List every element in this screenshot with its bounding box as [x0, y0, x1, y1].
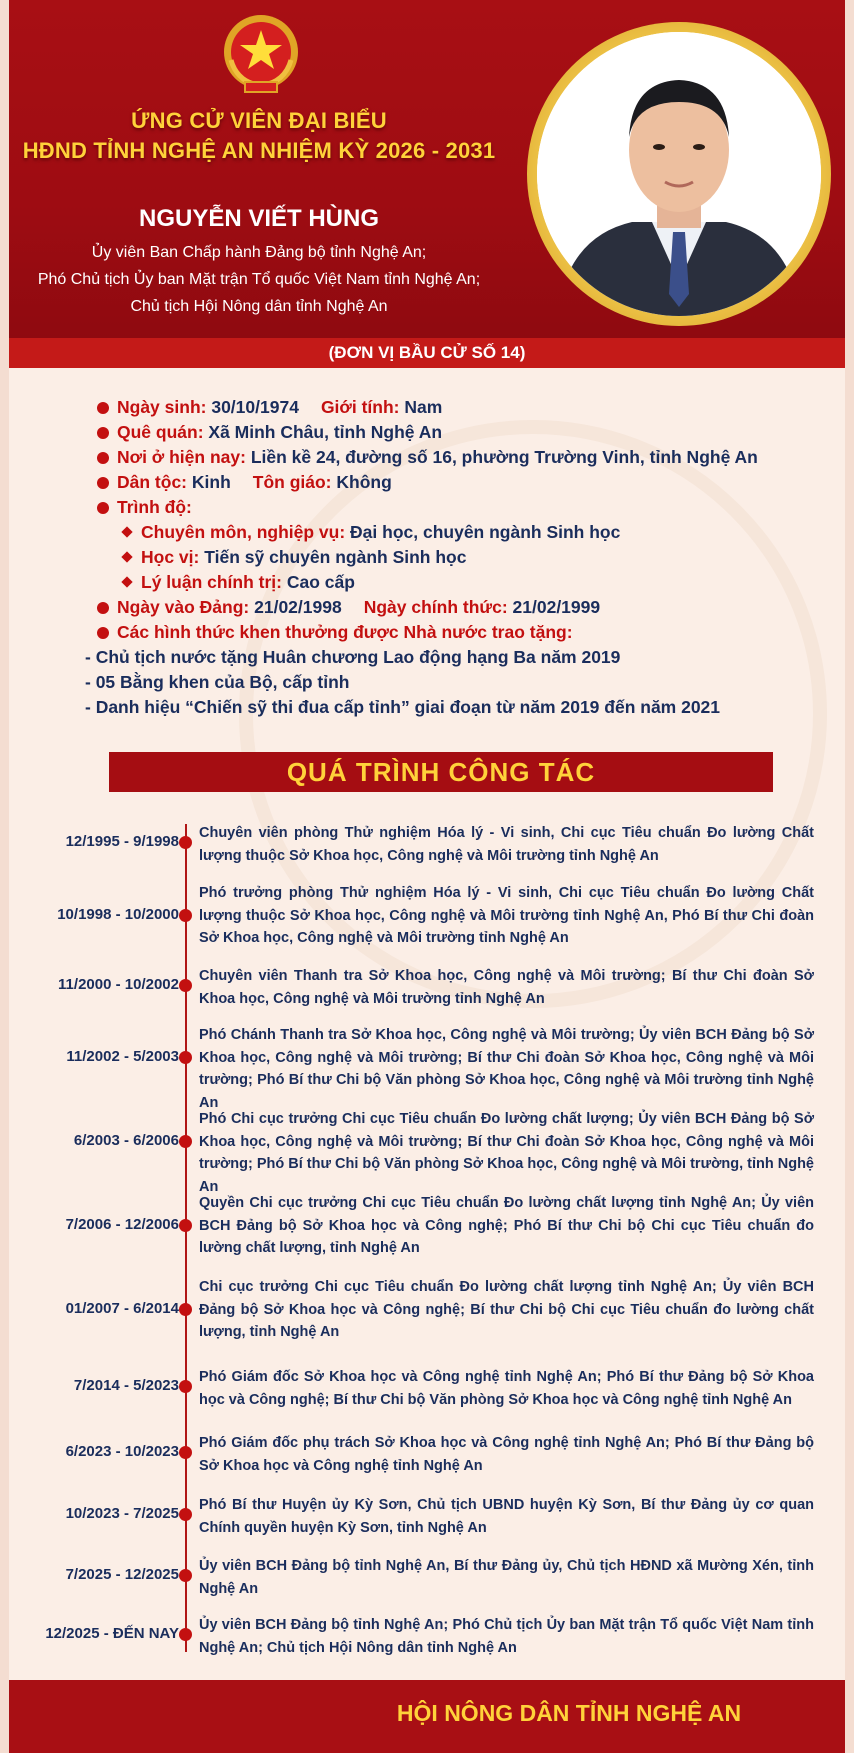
right-edge	[845, 0, 854, 1753]
timeline-line	[185, 824, 187, 1652]
bullet-icon	[97, 402, 109, 414]
timeline-text: Phó Giám đốc Sở Khoa học và Công nghệ tỉnh Nghệ An; Phó Bí thư Đảng bộ Sở Khoa học và Công nghệ; Bí thư Chi bộ Văn phòng Sở Khoa học và Công nghệ tỉnh Nghệ An	[199, 1369, 814, 1408]
timeline-text: Phó Chi cục trưởng Chi cục Tiêu chuẩn Đo lường chất lượng; Ủy viên BCH Đảng bộ Sở Khoa học, Công nghệ và Môi trường; Bí thư Chi đoàn Sở Khoa học, Công nghệ và Môi trường; Phó Bí thư Chi bộ Văn phòng Sở Khoa học, Công nghệ và Môi trường, tỉnh Nghệ An	[199, 1111, 814, 1195]
timeline-text: Ủy viên BCH Đảng bộ tỉnh Nghệ An, Bí thư Đảng ủy, Chủ tịch HĐND xã Mường Xén, tỉnh Nghệ An	[199, 1558, 814, 1597]
left-edge	[0, 0, 9, 1753]
timeline-date: 7/2025 - 12/2025	[65, 1566, 179, 1583]
title-line2: HĐND TỈNH NGHỆ AN NHIỆM KỲ 2026 - 2031	[22, 138, 496, 163]
diamond-bullet-icon	[121, 551, 132, 562]
info-residence-row: Nơi ở hiện nay: Liền kề 24, đường số 16, phường Trường Vinh, tỉnh Nghệ An	[97, 445, 777, 470]
timeline-text: Quyền Chi cục trưởng Chi cục Tiêu chuẩn Đo lường chất lượng tỉnh Nghệ An; Ủy viên BCH Đảng bộ Sở Khoa học và Công nghệ; Phó Bí thư Chi bộ Chi cục Tiêu chuẩn đo lường chất lượng, tỉnh Nghệ An	[199, 1195, 814, 1256]
timeline-dot-icon	[179, 1135, 192, 1148]
timeline-dot-icon	[179, 1569, 192, 1582]
diamond-bullet-icon	[121, 526, 132, 537]
bullet-icon	[97, 602, 109, 614]
position-line2: Phó Chủ tịch Ủy ban Mặt trận Tổ quốc Việt Nam tỉnh Nghệ An;	[37, 271, 481, 288]
bullet-icon	[97, 452, 109, 464]
timeline-date: 10/2023 - 7/2025	[65, 1505, 179, 1522]
timeline-date: 01/2007 - 6/2014	[65, 1300, 179, 1317]
career-section-title: QUÁ TRÌNH CÔNG TÁC	[109, 752, 773, 792]
info-hometown-row: Quê quán: Xã Minh Châu, tỉnh Nghệ An	[97, 420, 777, 445]
info-education-row: Trình độ:	[97, 495, 777, 520]
bullet-icon	[97, 477, 109, 489]
timeline-dot-icon	[179, 1446, 192, 1459]
position-line1: Ủy viên Ban Chấp hành Đảng bộ tỉnh Nghệ An;	[91, 244, 427, 261]
header-banner	[9, 0, 845, 338]
position-line3: Chủ tịch Hội Nông dân tỉnh Nghệ An	[130, 298, 388, 315]
timeline-text: Chuyên viên Thanh tra Sở Khoa học, Công nghệ và Môi trường; Bí thư Chi đoàn Sở Khoa học, Công nghệ và Môi trường tỉnh Nghệ An	[199, 968, 814, 1007]
info-awards-row: Các hình thức khen thưởng được Nhà nước trao tặng:	[97, 620, 777, 645]
timeline-dot-icon	[179, 1051, 192, 1064]
award-item: - Chủ tịch nước tặng Huân chương Lao động hạng Ba năm 2019	[85, 647, 621, 667]
timeline-text: Phó trưởng phòng Thử nghiệm Hóa lý - Vi sinh, Chi cục Tiêu chuẩn Đo lường Chất lượng thuộc Sở Khoa học, Công nghệ và Môi trường tỉnh Nghệ An, Phó Bí thư Chi đoàn Sở Khoa học, Công nghệ và Môi trường tỉnh Nghệ An	[199, 885, 814, 946]
personal-info	[85, 395, 777, 720]
timeline-date: 7/2006 - 12/2006	[65, 1216, 179, 1233]
timeline-dot-icon	[179, 1219, 192, 1232]
timeline-dot-icon	[179, 1628, 192, 1641]
timeline-date: 12/1995 - 9/1998	[65, 833, 179, 850]
info-politics-row: Lý luận chính trị: Cao cấp	[97, 570, 777, 595]
candidate-name: NGUYỄN VIẾT HÙNG	[138, 205, 380, 232]
timeline-date: 10/1998 - 10/2000	[57, 906, 179, 923]
timeline-dot-icon	[179, 1303, 192, 1316]
constituency-label: (ĐƠN VỊ BẦU CỬ SỐ 14)	[328, 343, 526, 362]
bullet-icon	[97, 502, 109, 514]
award-item: - 05 Bằng khen của Bộ, cấp tỉnh	[85, 672, 350, 692]
timeline-date: 7/2014 - 5/2023	[73, 1377, 179, 1394]
timeline-text: Ủy viên BCH Đảng bộ tỉnh Nghệ An; Phó Chủ tịch Ủy ban Mặt trận Tổ quốc Việt Nam tỉnh Nghệ An; Chủ tịch Hội Nông dân tỉnh Nghệ An	[199, 1617, 814, 1656]
bullet-icon	[97, 627, 109, 639]
timeline-date: 11/2000 - 10/2002	[58, 976, 179, 993]
timeline-dot-icon	[179, 979, 192, 992]
timeline-text: Phó Bí thư Huyện ủy Kỳ Sơn, Chủ tịch UBND huyện Kỳ Sơn, Bí thư Đảng ủy cơ quan Chính quyền huyện Kỳ Sơn, tỉnh Nghệ An	[199, 1497, 814, 1536]
timeline-dot-icon	[179, 1508, 192, 1521]
info-degree-row: Học vị: Tiến sỹ chuyên ngành Sinh học	[97, 545, 777, 570]
timeline-dot-icon	[179, 1380, 192, 1393]
info-party-row: Ngày vào Đảng: 21/02/1998 Ngày chính thức: 21/02/1999	[97, 595, 777, 620]
footer-organization: HỘI NÔNG DÂN TỈNH NGHỆ AN	[396, 1700, 742, 1726]
timeline-text: Phó Chánh Thanh tra Sở Khoa học, Công nghệ và Môi trường; Ủy viên BCH Đảng bộ Sở Khoa học, Công nghệ và Môi trường; Bí thư Chi đoàn Sở Khoa học, Công nghệ và Môi trường; Phó Bí thư Chi bộ Văn phòng Sở Khoa học, Công nghệ và Môi trường tỉnh Nghệ An	[199, 1027, 814, 1111]
timeline-dot-icon	[179, 836, 192, 849]
timeline-date: 6/2023 - 10/2023	[65, 1443, 179, 1460]
bullet-icon	[97, 427, 109, 439]
timeline-date: 6/2003 - 6/2006	[73, 1132, 179, 1149]
timeline-text: Chuyên viên phòng Thử nghiệm Hóa lý - Vi sinh, Chi cục Tiêu chuẩn Đo lường Chất lượng thuộc Sở Khoa học, Công nghệ và Môi trường tỉnh Nghệ An	[199, 825, 814, 864]
timeline-date: 11/2002 - 5/2003	[66, 1048, 179, 1065]
title-line1: ỨNG CỬ VIÊN ĐẠI BIỂU	[131, 108, 387, 133]
info-ethnic-row: Dân tộc: Kinh Tôn giáo: Không	[97, 470, 777, 495]
timeline-text: Chi cục trưởng Chi cục Tiêu chuẩn Đo lường chất lượng tỉnh Nghệ An; Ủy viên BCH Đảng bộ Sở Khoa học và Công nghệ; Bí thư Chi bộ Chi cục Tiêu chuẩn đo lường chất lượng, tỉnh Nghệ An	[199, 1279, 814, 1340]
award-item: - Danh hiệu “Chiến sỹ thi đua cấp tỉnh” giai đoạn từ năm 2019 đến năm 2021	[85, 697, 721, 717]
info-major-row: Chuyên môn, nghiệp vụ: Đại học, chuyên ngành Sinh học	[97, 520, 777, 545]
content-area	[9, 0, 845, 1753]
timeline-dot-icon	[179, 909, 192, 922]
timeline-text: Phó Giám đốc phụ trách Sở Khoa học và Công nghệ tỉnh Nghệ An; Phó Bí thư Đảng bộ Sở Khoa học và Công nghệ tỉnh Nghệ An	[199, 1435, 814, 1474]
info-dob-row: Ngày sinh: 30/10/1974 Giới tính: Nam	[97, 395, 777, 420]
national-emblem-icon	[217, 12, 305, 96]
candidate-portrait	[537, 32, 821, 316]
timeline-date: 12/2025 - ĐẾN NAY	[45, 1625, 179, 1642]
diamond-bullet-icon	[121, 576, 132, 587]
